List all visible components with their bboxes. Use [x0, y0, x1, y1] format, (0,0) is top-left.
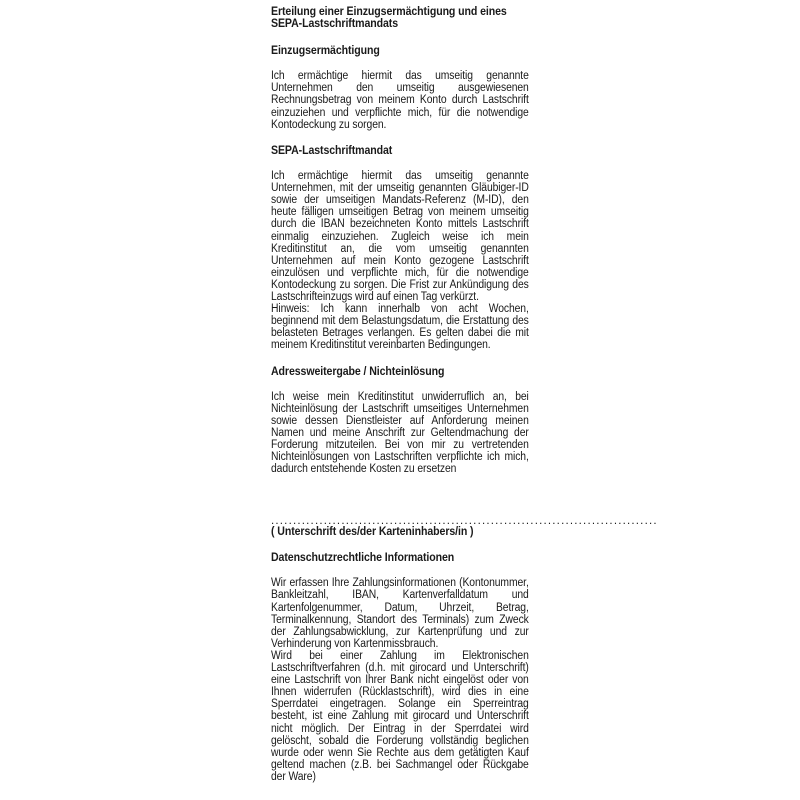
section-paragraph: Wir erfassen Ihre Zahlungsinformationen (Kontonummer, Bankleitzahl, IBAN, Kartenverfalldatum und Kartenfolgenummer, Datum, Uhrzeit, Betrag, Terminalkennung, Standort des Terminals) zum Zweck der Zahlungsabwicklung, zur Kartenprüfung und zur Verhinderung von Kartenmissbrauch. — [271, 577, 529, 650]
section-paragraph: Ich weise mein Kreditinstitut unwiderruflich an, bei Nichteinlösung der Lastschrift umseitiges Unternehmen sowie dessen Dienstleister auf Anforderung meinen Namen und meine Anschrift zur Geltendmachung der Forderung mitzuteilen. Bei von mir zu vertretenden Nichteinlösungen von Lastschriften verpflichte ich mich, dadurch entstehende Kosten zu ersetzen — [271, 390, 529, 476]
section-paragraph: Wird bei einer Zahlung im Elektronischen Lastschriftverfahren (d.h. mit girocard und Unterschrift) eine Lastschrift von Ihrer Bank nicht eingelöst oder von Ihnen widerrufen (Rücklastschrift), wird dies in eine Sperrdatei eingetragen. Solange ein Sperreintrag besteht, ist eine Zahlung mit girocard und Unterschrift nicht möglich. Der Eintrag in der Sperrdatei wird gelöscht, sobald die Forderung vollständig beglichen wurde oder wenn Sie Rechte aus dem getätigten Kauf geltend machen (z.B. bei Sachmangel oder Rückgabe der Ware) — [271, 649, 529, 783]
section-heading: Einzugsermächtigung — [271, 44, 380, 57]
signature-label: ( Unterschrift des/der Karteninhabers/in ) — [271, 525, 474, 538]
document-title-line-2: SEPA-Lastschriftmandats — [271, 18, 399, 31]
document-body — [271, 6, 658, 783]
document-title-line-1: Erteilung einer Einzugsermächtigung und eines — [271, 6, 507, 18]
section-paragraph-hinweis: Hinweis: Ich kann innerhalb von acht Wochen, beginnend mit dem Belastungsdatum, die Erstattung des belasteten Betrages verlangen. Es gelten dabei die mit meinem Kreditinstitut vereinbarten Bedingungen. — [271, 303, 529, 352]
section-paragraph: Ich ermächtige hiermit das umseitig genannte Unternehmen den umseitig ausgewiesenen Rechnungsbetrag von meinem Konto durch Lastschrift einzuziehen und verpflichte mich, für die notwendige Kontodeckung zu sorgen. — [271, 70, 529, 131]
section-heading: SEPA-Lastschriftmandat — [271, 144, 393, 157]
signature-line: ........................................................................................ — [271, 514, 658, 527]
section-sepa-mandat — [271, 145, 529, 352]
section-einzugsermaechtigung — [271, 45, 529, 131]
section-datenschutz — [271, 552, 529, 783]
section-heading: Adressweitergabe / Nichteinlösung — [271, 365, 445, 378]
section-adressweitergabe — [271, 366, 529, 476]
section-heading: Datenschutzrechtliche Informationen — [271, 551, 455, 564]
section-paragraph: Ich ermächtige hiermit das umseitig genannte Unternehmen, mit der umseitig genannten Gläubiger-ID sowie der umseitigen Mandats-Referenz (M-ID), den heute fälligen umseitigen Betrag von meinem umseitig durch die IBAN bezeichneten Konto mittels Lastschrift einmalig einzuziehen. Zugleich weise ich mein Kreditinstitut an, die vom umseitig genannten Unternehmen auf mein Konto gezogene Lastschrift einzulösen und verpflichte mich, für die notwendige Kontodeckung zu sorgen. Die Frist zur Ankündigung des Lastschrifteinzugs wird auf einen Tag verkürzt. — [271, 170, 529, 304]
signature-block — [271, 514, 658, 538]
